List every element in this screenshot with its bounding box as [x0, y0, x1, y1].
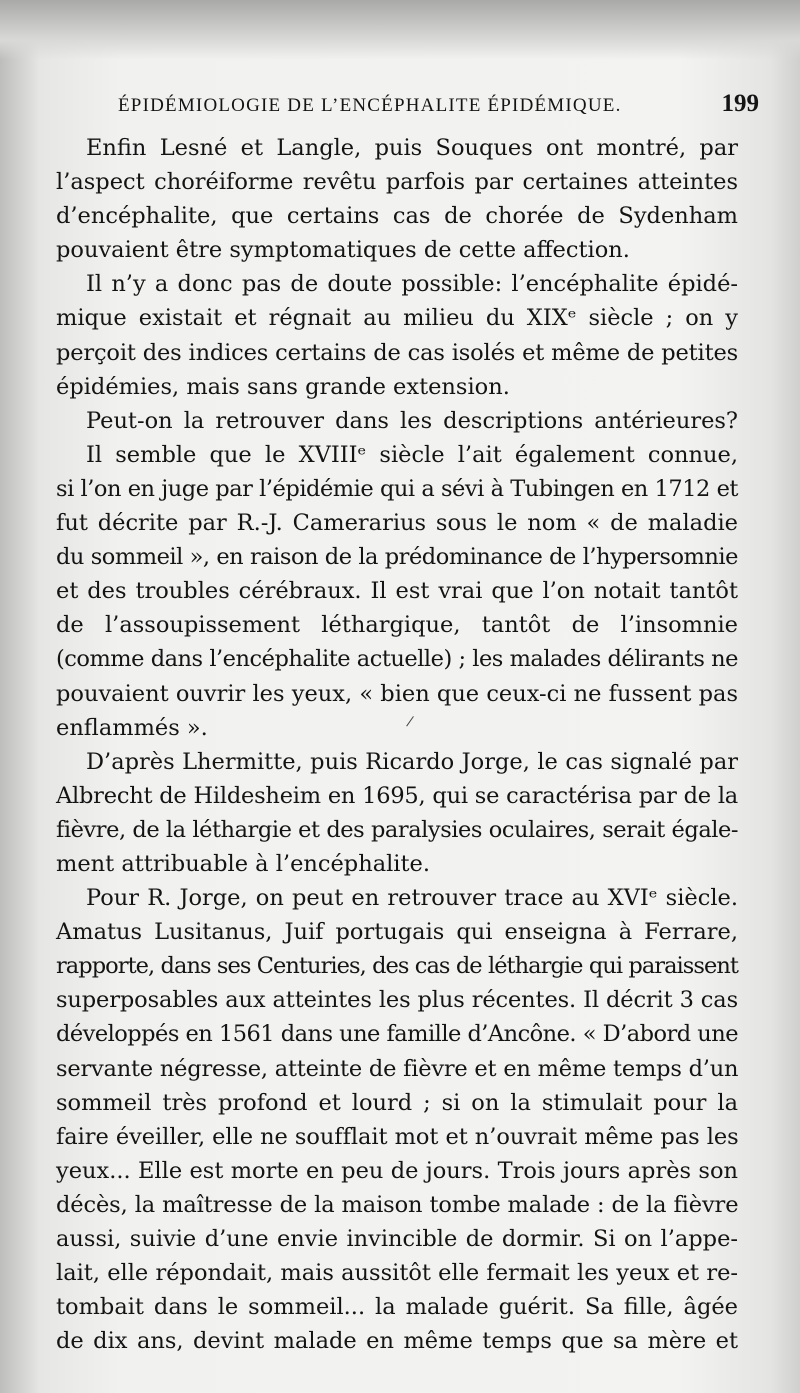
text-line: l’aspect choréiforme revêtu parfois par certaines atteintes	[56, 169, 738, 196]
text-line: d’encéphalite, que certains cas de chorée de Sydenham	[56, 203, 738, 230]
text-line: pouvaient être symptomatiques de cette affection.	[56, 237, 630, 264]
text-line: et des troubles cérébraux. Il est vrai que l’on notait tantôt	[56, 578, 738, 605]
text-line: mique existait et régnait au milieu du XIXᵉ siècle ; on y	[56, 305, 738, 332]
text-line: superposables aux atteintes les plus récentes. Il décrit 3 cas	[56, 987, 738, 1014]
text-line: Pour R. Jorge, on peut en retrouver trace au XVIᵉ siècle.	[86, 885, 738, 912]
text-line: Albrecht de Hildesheim en 1695, qui se caractérisa par de la	[56, 782, 738, 809]
text-line: épidémies, mais sans grande extension.	[56, 373, 510, 400]
text-line: de l’assoupissement léthargique, tantôt de l’insomnie	[56, 612, 738, 639]
text-line: lait, elle répondait, mais aussitôt elle fermait les yeux et re-	[56, 1260, 738, 1287]
text-line: (comme dans l’encéphalite actuelle) ; les malades délirants ne	[56, 646, 738, 673]
text-line: si l’on en juge par l’épidémie qui a sévi à Tubingen en 1712 et	[56, 475, 738, 502]
text-line: faire éveiller, elle ne soufflait mot et n’ouvrait même pas les	[56, 1123, 739, 1150]
text-line: Enfin Lesné et Langle, puis Souques ont montré, par	[86, 135, 738, 161]
text-line: Il semble que le XVIIIᵉ siècle l’ait également connue,	[86, 441, 738, 468]
body-text	[56, 131, 738, 1358]
text-line: de dix ans, devint malade en même temps que sa mère et	[56, 1328, 738, 1355]
running-head: ÉPIDÉMIOLOGIE DE L’ENCÉPHALITE ÉPIDÉMIQUE.	[118, 95, 622, 116]
text-line: perçoit des indices certains de cas isolés et même de petites	[56, 339, 738, 366]
text-line: enflammés ».	[56, 714, 208, 741]
page-number: 199	[721, 90, 759, 117]
text-line: aussi, suivie d’une envie invincible de dormir. Si on l’appe-	[56, 1226, 738, 1252]
text-line: yeux... Elle est morte en peu de jours. Trois jours après son	[56, 1157, 738, 1184]
text-line: décès, la maîtresse de la maison tombe malade : de la fièvre	[56, 1191, 739, 1218]
text-line: rapporte, dans ses Centuries, des cas de léthargie qui paraissent	[56, 953, 738, 980]
text-line: développés en 1561 dans une famille d’Ancône. « D’abord une	[56, 1021, 738, 1048]
text-line: Amatus Lusitanus, Juif portugais qui enseigna à Ferrare,	[56, 919, 738, 946]
page-header	[118, 90, 758, 124]
text-line: Peut-on la retrouver dans les descriptions antérieures?	[86, 407, 738, 434]
text-line: fut décrite par R.-J. Camerarius sous le nom « de maladie	[56, 510, 738, 537]
text-line: ment attribuable à l’encéphalite.	[56, 850, 431, 877]
text-line: fièvre, de la léthargie et des paralysies oculaires, serait égale-	[56, 816, 739, 843]
text-line: sommeil très profond et lourd ; si on la stimulait pour la	[56, 1089, 738, 1116]
text-line: pouvaient ouvrir les yeux, « bien que ceux-ci ne fussent pas	[56, 680, 738, 707]
text-line: tombait dans le sommeil... la malade guérit. Sa fille, âgée	[56, 1294, 738, 1321]
text-line: Il n’y a donc pas de doute possible: l’encéphalite épidé-	[86, 271, 738, 298]
page-top-shadow	[0, 0, 800, 60]
text-line: du sommeil », en raison de la prédominance de l’hypersomnie	[56, 544, 738, 571]
text-line: servante négresse, atteinte de fièvre et en même temps d’un	[56, 1055, 739, 1082]
text-line: D’après Lhermitte, puis Ricardo Jorge, le cas signalé par	[86, 748, 738, 775]
